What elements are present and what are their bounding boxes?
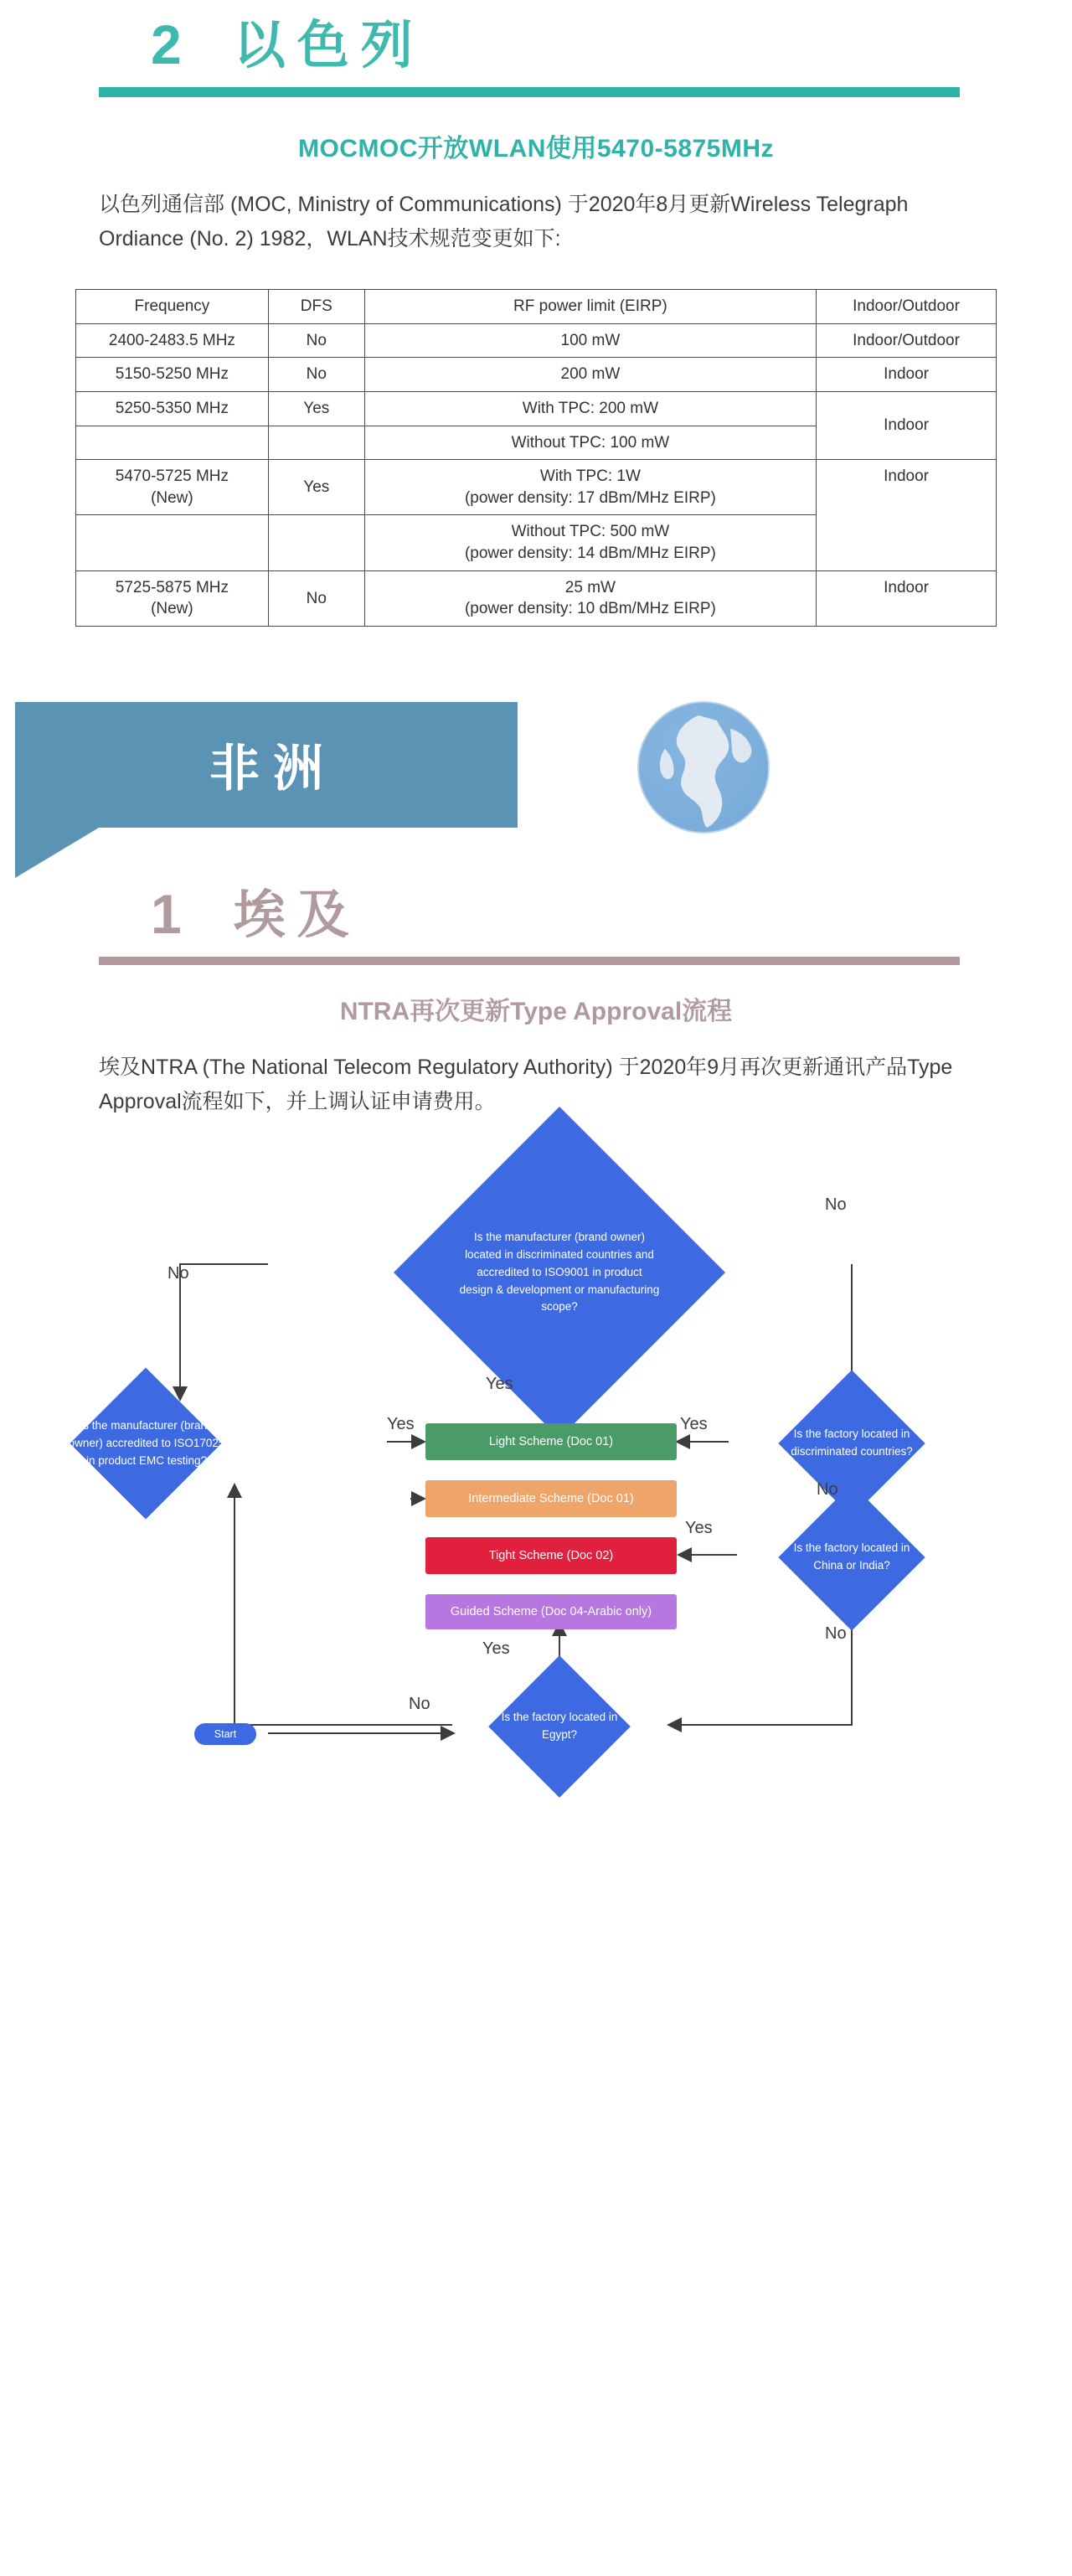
label-no-top-right: No [825,1195,847,1215]
table-row [76,391,997,426]
scheme-intermediate: Intermediate Scheme (Doc 01) [425,1480,677,1517]
egypt-country-name: 埃及 [233,886,361,945]
cell-dfs-cont [268,426,364,460]
cell-rf [364,570,816,626]
cell-rf: 200 mW [364,358,816,392]
scheme-tight: Tight Scheme (Doc 02) [425,1537,677,1574]
diamond-manufacturer-location-label: Is the manufacturer (brand owner) located in discriminated countries and accredited to ISO9001 in product design & development or manufacturing scope? [459,1230,660,1314]
cell-io: Indoor/Outdoor [817,323,997,358]
israel-paragraph: 以色列通信部 (MOC, Ministry of Communications) 于2020年8月更新Wireless Telegraph Ordiance (No. 2) 1982，WLAN技术规范变更如下: [99,193,909,250]
cell-frequency-note: (New) [151,488,193,507]
diamond-factory-china-india-label: Is the factory located in China or India? [793,1541,910,1572]
th-dfs: DFS [268,290,364,324]
israel-subtitle: MOCMOC开放WLAN使用5470-5875MHz [297,135,775,163]
israel-number: 2 [151,13,183,75]
cell-frequency-note: (New) [151,600,193,618]
cell-rf-density: (power density: 17 dBm/MHz EIRP) [464,488,716,507]
type-approval-flowchart [0,1147,1072,2152]
cell-rf-main: 25 mW [564,578,616,596]
cell-frequency-main: 5470-5725 MHz [115,467,229,486]
cell-dfs: Yes [268,391,364,426]
cell-rf-alt-main: Without TPC: 500 mW [511,523,670,541]
africa-ribbon [15,702,518,828]
cell-rf-alt-density: (power density: 14 dBm/MHz EIRP) [464,545,716,563]
cell-rf-alt [364,515,816,570]
scheme-light: Light Scheme (Doc 01) [425,1423,677,1460]
label-yes-right: Yes [680,1415,708,1434]
cell-rf-density: (power density: 10 dBm/MHz EIRP) [464,600,716,618]
th-rf-power: RF power limit (EIRP) [364,290,816,324]
cell-io: Indoor [817,570,997,626]
label-no-bottom-left: No [409,1695,430,1714]
cell-io: Indoor [817,358,997,392]
egypt-paragraph: 埃及NTRA (The National Telecom Regulatory Authority) 于2020年9月再次更新通讯产品Type Approval流程如下，并上调认证申请费用。 [99,1056,953,1113]
africa-ribbon-tail [15,828,99,878]
cell-frequency [76,460,269,515]
cell-frequency-cont [76,515,269,570]
cell-dfs: No [268,323,364,358]
cell-dfs: No [268,570,364,626]
diamond-iso17025-label: Is the manufacturer (brand owner) accredited to ISO17025 in product EMC testing? [68,1418,225,1467]
cell-rf-alt: Without TPC: 100 mW [364,426,816,460]
label-no-top-left: No [168,1264,189,1283]
label-no-right-mid: No [817,1480,838,1500]
label-yes-left: Yes [387,1415,415,1434]
cell-frequency: 5150-5250 MHz [76,358,269,392]
diamond-factory-egypt-label: Is the factory located in Egypt? [501,1711,618,1742]
table-row [76,460,997,515]
cell-rf-main: With TPC: 1W [539,467,641,486]
egypt-subtitle: NTRA再次更新Type Approval流程 [339,998,733,1026]
th-indoor-outdoor: Indoor/Outdoor [817,290,997,324]
israel-country-name: 以色列 [233,17,425,75]
cell-io: Indoor [817,391,997,459]
cell-dfs: Yes [268,460,364,515]
frequency-table-wrapper [75,289,997,627]
label-yes-center-top: Yes [486,1375,513,1394]
table-row [76,323,997,358]
label-yes-tight: Yes [685,1519,713,1538]
table-header-row [76,290,997,324]
cell-io: Indoor [817,460,997,571]
cell-frequency-main: 5725-5875 MHz [115,578,229,596]
label-no-bottom-right: No [825,1624,847,1644]
israel-divider [99,87,960,97]
cell-rf [364,460,816,515]
flow-start-node: Start [194,1723,256,1745]
cell-dfs-cont [268,515,364,570]
globe-icon [636,700,770,834]
table-row [76,358,997,392]
cell-frequency-cont [76,426,269,460]
cell-frequency [76,570,269,626]
cell-dfs: No [268,358,364,392]
section-israel [0,0,1072,627]
africa-label: 非洲 [209,741,337,798]
section-africa-banner [0,694,1072,886]
cell-frequency: 2400-2483.5 MHz [76,323,269,358]
label-yes-guided: Yes [482,1639,510,1659]
table-row [76,570,997,626]
egypt-divider [99,957,960,965]
scheme-guided: Guided Scheme (Doc 04-Arabic only) [425,1594,677,1629]
cell-rf: 100 mW [364,323,816,358]
israel-heading [0,13,1072,75]
egypt-number: 1 [151,883,183,946]
egypt-heading [0,883,1072,946]
section-egypt [0,883,1072,2152]
cell-frequency: 5250-5350 MHz [76,391,269,426]
frequency-table [75,289,997,627]
th-frequency: Frequency [76,290,269,324]
cell-rf: With TPC: 200 mW [364,391,816,426]
diamond-factory-discriminated-label: Is the factory located in discriminated countries? [791,1427,913,1458]
